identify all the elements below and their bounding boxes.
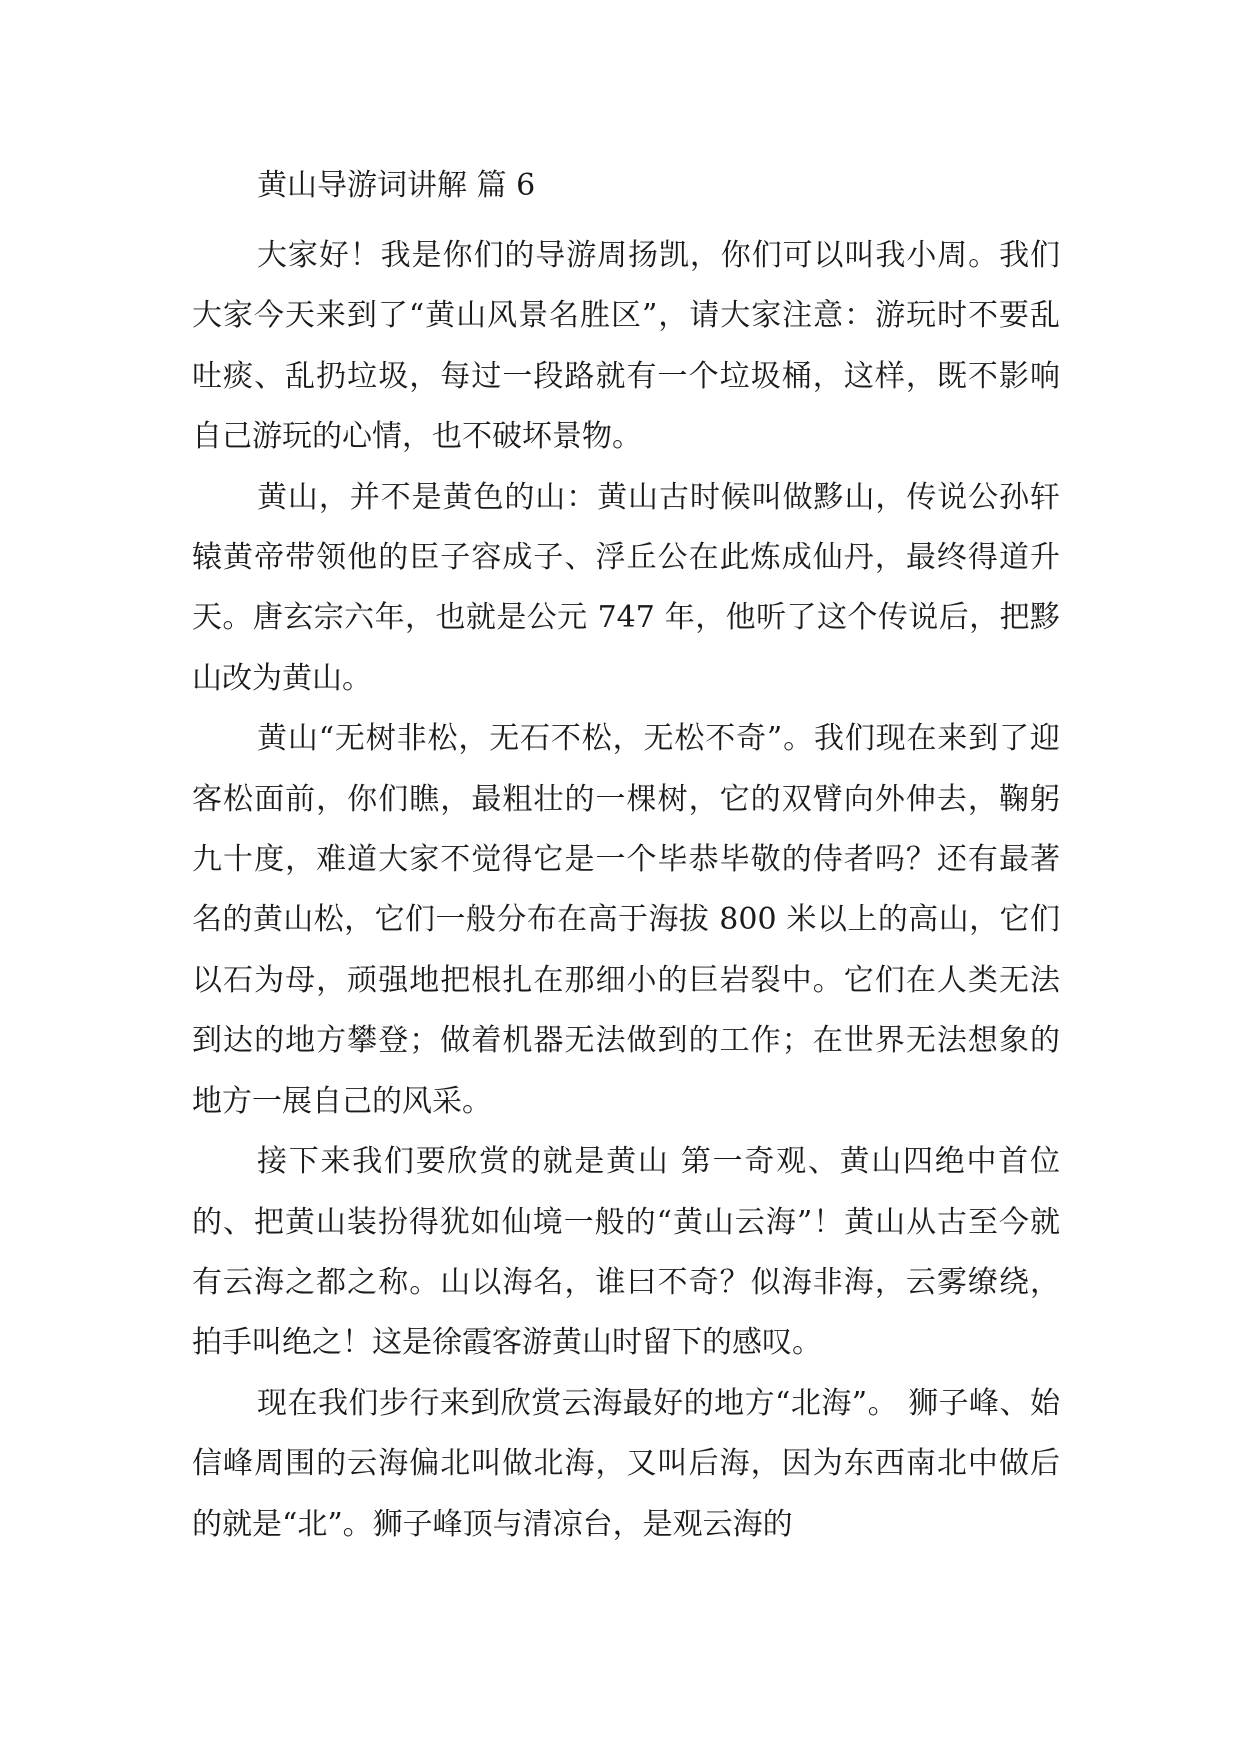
document-body <box>192 226 1060 1555</box>
paragraph-1: 大家好！我是你们的导游周扬凯，你们可以叫我小周。我们大家今天来到了“黄山风景名胜区”，请大家注意：游玩时不要乱吐痰、乱扔垃圾，每过一段路就有一个垃圾桶，这样，既不影响自己游玩的心情，也不破坏景物。 <box>192 238 1060 455</box>
paragraph-2: 黄山，并不是黄色的山：黄山古时候叫做黟山，传说公孙轩辕黄帝带领他的臣子容成子、浮丘公在此炼成仙丹，最终得道升天。唐玄宗六年，也就是公元 747 年，他听了这个传说后，把黟山改为黄山。 <box>192 479 1060 696</box>
paragraph-5: 现在我们步行来到欣赏云海最好的地方“北海”。 狮子峰、始信峰周围的云海偏北叫做北海，又叫后海，因为东西南北中做后的就是“北”。狮子峰顶与清凉台，是观云海的 <box>192 1385 1060 1542</box>
paragraph-4: 接下来我们要欣赏的就是黄山 第一奇观、黄山四绝中首位的、把黄山装扮得犹如仙境一般的“黄山云海”！黄山从古至今就有云海之都之称。山以海名，谁曰不奇？似海非海，云雾缭绕，拍手叫绝之！这是徐霞客游黄山时留下的感叹。 <box>192 1144 1060 1361</box>
paragraph-3: 黄山“无树非松，无石不松，无松不奇”。我们现在来到了迎客松面前，你们瞧，最粗壮的一棵树，它的双臂向外伸去，鞠躬九十度，难道大家不觉得它是一个毕恭毕敬的侍者吗？还有最著名的黄山松，它们一般分布在高于海拔 800 米以上的高山，它们以石为母，顽强地把根扎在那细小的巨岩裂中。它们在人类无法到达的地方攀登；做着机器无法做到的工作；在世界无法想象的地方一展自己的风采。 <box>192 721 1060 1119</box>
document-title: 黄山导游词讲解 篇 6 <box>257 168 536 203</box>
